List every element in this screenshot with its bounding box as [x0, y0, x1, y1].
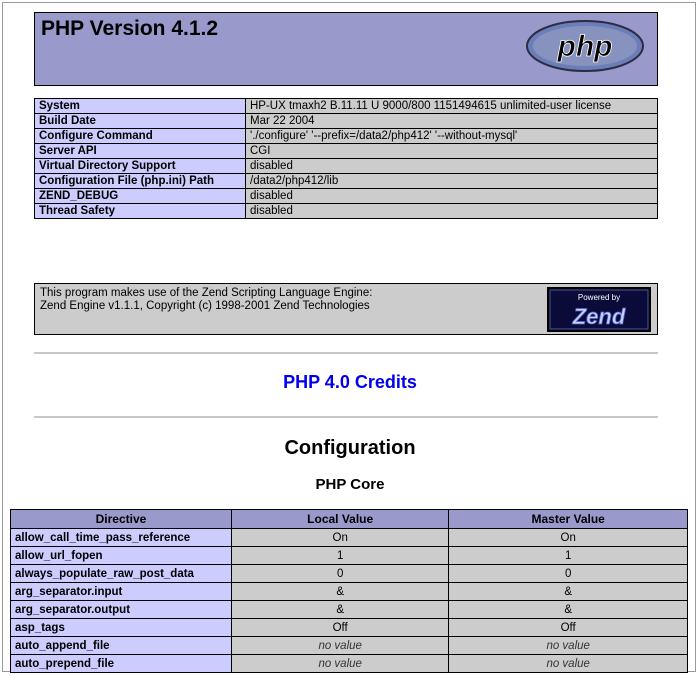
info-value: Mar 22 2004 [246, 114, 658, 129]
table-row [11, 637, 688, 655]
zend-description [40, 287, 372, 313]
info-label: Thread Safety [35, 204, 246, 219]
master-value [449, 655, 688, 673]
master-value: On [449, 529, 688, 547]
master-value-column-header: Master Value [449, 510, 688, 529]
local-value [232, 655, 449, 673]
table-row [35, 189, 658, 204]
php-logo-text: php [557, 30, 613, 63]
local-value: & [232, 601, 449, 619]
page-title: PHP Version 4.1.2 [41, 17, 219, 40]
master-value [449, 637, 688, 655]
directive-name: auto_append_file [11, 637, 232, 655]
table-row [35, 129, 658, 144]
table-row [35, 159, 658, 174]
info-value: disabled [246, 189, 658, 204]
info-label: System [35, 99, 246, 114]
directive-name: arg_separator.input [11, 583, 232, 601]
php-logo-icon [525, 19, 645, 73]
table-row [35, 174, 658, 189]
table-row [11, 547, 688, 565]
directive-name: allow_call_time_pass_reference [11, 529, 232, 547]
table-row [11, 565, 688, 583]
master-value: & [449, 601, 688, 619]
master-value: Off [449, 619, 688, 637]
php-credits-link[interactable]: PHP 4.0 Credits [283, 372, 417, 392]
local-value [232, 637, 449, 655]
zend-line-2: Zend Engine v1.1.1, Copyright (c) 1998-2001 Zend Technologies [40, 300, 370, 312]
configuration-heading: Configuration [284, 437, 416, 459]
divider [34, 416, 658, 418]
directive-name: always_populate_raw_post_data [11, 565, 232, 583]
table-header-row [11, 510, 688, 529]
local-value-text: no value [318, 639, 362, 652]
info-label: Configuration File (php.ini) Path [35, 174, 246, 189]
info-value: HP-UX tmaxh2 B.11.11 U 9000/800 1151494615 unlimited-user license [246, 99, 658, 114]
info-label: Configure Command [35, 129, 246, 144]
table-row [35, 114, 658, 129]
info-label: Build Date [35, 114, 246, 129]
table-row [11, 529, 688, 547]
table-row [35, 204, 658, 219]
local-value: 0 [232, 565, 449, 583]
local-value: & [232, 583, 449, 601]
php-version-header [34, 12, 658, 86]
master-value-text: no value [546, 639, 590, 652]
info-value: /data2/php412/lib [246, 174, 658, 189]
directive-name: auto_prepend_file [11, 655, 232, 673]
directive-name: allow_url_fopen [11, 547, 232, 565]
table-row [11, 655, 688, 673]
table-row [35, 144, 658, 159]
table-row [11, 619, 688, 637]
info-label: Virtual Directory Support [35, 159, 246, 174]
master-value: & [449, 583, 688, 601]
info-label: ZEND_DEBUG [35, 189, 246, 204]
master-value: 1 [449, 547, 688, 565]
php-core-directive-table [10, 509, 688, 673]
powered-by-zend-logo-icon[interactable] [547, 287, 651, 332]
table-row [11, 601, 688, 619]
info-label: Server API [35, 144, 246, 159]
info-value: CGI [246, 144, 658, 159]
local-value: 1 [232, 547, 449, 565]
master-value-text: no value [546, 657, 590, 670]
php-core-heading: PHP Core [315, 476, 385, 493]
zend-line-1: This program makes use of the Zend Scripting Language Engine: [40, 287, 373, 299]
info-value: disabled [246, 159, 658, 174]
info-value: disabled [246, 204, 658, 219]
local-value-column-header: Local Value [232, 510, 449, 529]
directive-column-header: Directive [11, 510, 232, 529]
master-value: 0 [449, 565, 688, 583]
zend-logo-top-text: Powered by [577, 293, 621, 302]
zend-logo-main-text: Zend [572, 304, 626, 329]
directive-name: asp_tags [11, 619, 232, 637]
local-value: Off [232, 619, 449, 637]
table-row [35, 99, 658, 114]
local-value: On [232, 529, 449, 547]
zend-engine-box [34, 283, 658, 335]
system-info-table [34, 98, 658, 219]
local-value-text: no value [318, 657, 362, 670]
directive-name: arg_separator.output [11, 601, 232, 619]
table-row [11, 583, 688, 601]
info-value: './configure' '--prefix=/data2/php412' '--without-mysql' [246, 129, 658, 144]
divider [34, 352, 658, 354]
